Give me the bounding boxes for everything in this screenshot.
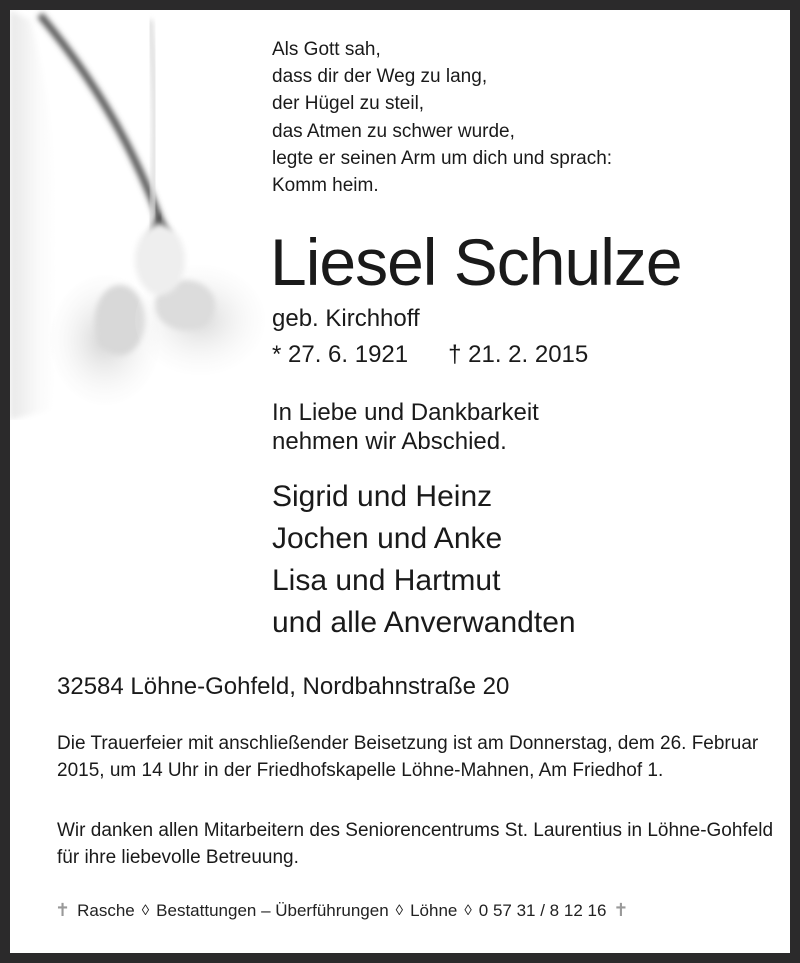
maiden-name: geb. Kirchhoff xyxy=(272,305,420,332)
ceremony-info: Die Trauerfeier mit anschließender Beisetzung ist am Donnerstag, dem 26. Februar 2015, um 14 Uhr in der Friedhofskapelle Löhne-Mahnen, Am Friedhof 1. xyxy=(57,733,759,781)
address: 32584 Löhne-Gohfeld, Nordbahnstraße 20 xyxy=(57,673,510,700)
funeral-home-city: Löhne xyxy=(410,900,458,920)
mourner: Lisa und Hartmut xyxy=(272,564,501,597)
deceased-name: Liesel Schulze xyxy=(270,225,682,299)
diamond-separator-icon: ◊ xyxy=(141,902,150,919)
poem-line: Als Gott sah, xyxy=(272,39,381,60)
death-date: † 21. 2. 2015 xyxy=(448,341,589,368)
farewell-line: nehmen wir Abschied. xyxy=(272,428,507,455)
mourner: Jochen und Anke xyxy=(272,522,503,555)
funeral-services: Bestattungen – Überführungen xyxy=(156,900,389,920)
poem-line: dass dir der Weg zu lang, xyxy=(272,66,488,88)
life-dates xyxy=(272,340,588,370)
poem-line: der Hügel zu steil, xyxy=(272,93,425,115)
diamond-separator-icon: ◊ xyxy=(395,902,404,919)
farewell-line: In Liebe und Dankbarkeit xyxy=(272,399,539,426)
funeral-home-name: Rasche xyxy=(77,900,135,920)
farewell-text xyxy=(272,398,539,456)
mourners-list xyxy=(272,476,576,644)
poem-line: das Atmen zu schwer wurde, xyxy=(272,120,515,142)
calla-lily-image xyxy=(10,10,272,420)
cross-icon: ✝ xyxy=(55,900,71,920)
poem xyxy=(272,36,612,199)
birth-date: * 27. 6. 1921 xyxy=(272,341,409,368)
diamond-separator-icon: ◊ xyxy=(464,902,472,919)
gratitude-note: Wir danken allen Mitarbeitern des Seniorencentrums St. Laurentius in Löhne-Gohfeld für ihre liebevolle Betreuung. xyxy=(57,820,774,868)
mourner: und alle Anverwandten xyxy=(272,606,576,639)
poem-line: legte er seinen Arm um dich und sprach: xyxy=(272,147,613,169)
funeral-home-phone: 0 57 31 / 8 12 16 xyxy=(478,900,607,920)
cross-icon: ✝ xyxy=(613,900,629,920)
funeral-home-footer xyxy=(55,900,629,921)
poem-line: Komm heim. xyxy=(272,175,379,197)
mourner: Sigrid und Heinz xyxy=(272,480,493,513)
